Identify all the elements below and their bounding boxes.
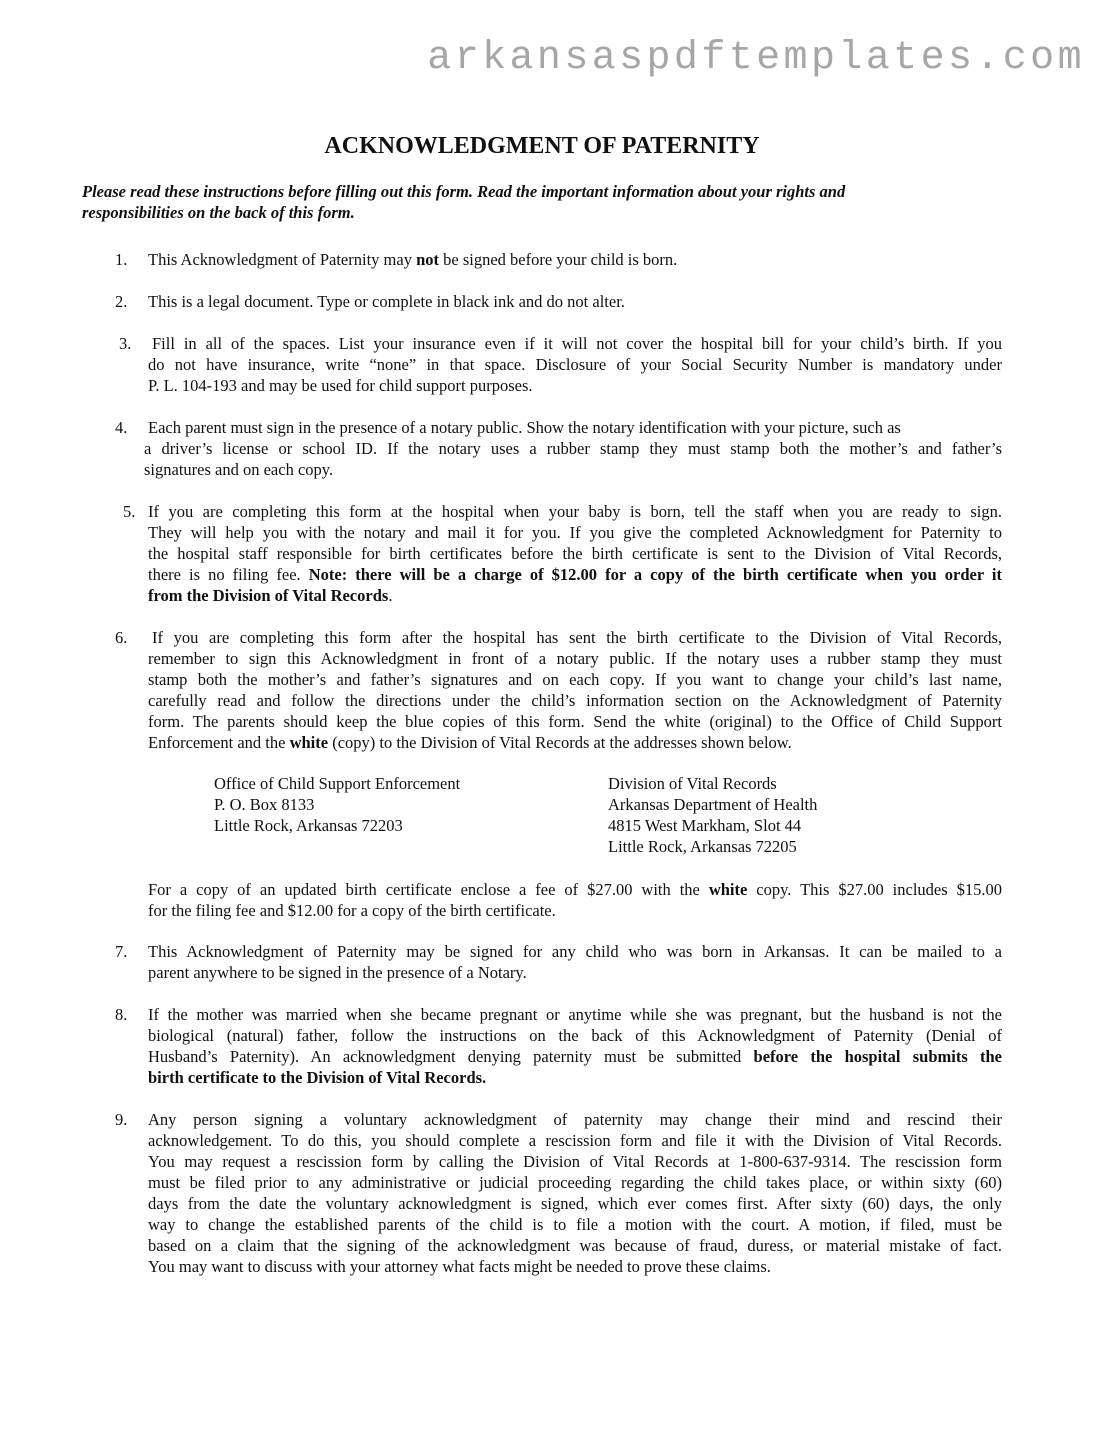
- item-text-part: Enforcement and the: [148, 733, 290, 752]
- item-line: Any person signing a voluntary acknowledgment of paternity may change their mind and rescind their: [148, 1110, 1002, 1129]
- item-text: [148, 501, 1002, 606]
- item-text: [148, 941, 1002, 983]
- item-line: [148, 732, 1002, 753]
- item-line: acknowledgement. To do this, you should complete a rescission form and file it with the Division of Vital Records.: [148, 1131, 1002, 1150]
- item-text-part: there is no filing fee.: [148, 565, 309, 584]
- item-text-part: Husband’s Paternity). An acknowledgment denying paternity must be submitted: [148, 1047, 754, 1066]
- item-line: a driver’s license or school ID. If the notary uses a rubber stamp they must stamp both the mother’s and father’s: [144, 439, 1002, 458]
- fee-note-line: [148, 879, 1002, 900]
- item-number: 1.: [115, 250, 128, 269]
- item-text-bold: white: [289, 733, 329, 752]
- address-line: Little Rock, Arkansas 72205: [608, 837, 797, 856]
- item-text: [148, 333, 1002, 396]
- intro-line-1: Please read these instructions before filling out this form. Read the important information about your rights and: [82, 182, 846, 201]
- item-line: form. The parents should keep the blue copies of this form. Send the white (original) to the Office of Child Support: [148, 712, 1002, 731]
- item-line: If the mother was married when she became pregnant or anytime while she was pregnant, but the husband is not the: [148, 1005, 1002, 1024]
- item-text-part: .: [388, 586, 393, 605]
- item-text-bold: from the Division of Vital Records: [148, 586, 389, 605]
- item-line: Each parent must sign in the presence of a notary public. Show the notary identification with your picture, such as: [148, 418, 901, 437]
- item-text-part: (copy) to the Division of Vital Records at the addresses shown below.: [328, 733, 792, 752]
- item-line: way to change the established parents of the child is to file a motion with the court. A motion, if filed, must be: [148, 1215, 1002, 1234]
- item-text-part: copy. This $27.00 includes $15.00: [747, 880, 1002, 899]
- item-number: 3.: [119, 334, 132, 353]
- item-text-bold: before the hospital submits the: [753, 1047, 1003, 1066]
- address-child-support: [214, 773, 460, 836]
- item-text: [144, 417, 1002, 480]
- item-line: biological (natural) father, follow the instructions on the back of this Acknowledgment of Paternity (Denial of: [148, 1026, 1002, 1045]
- item-number: 2.: [115, 292, 128, 311]
- item-line: carefully read and follow the directions under the child’s information section on the Acknowledgment of Paternity: [148, 691, 1002, 710]
- address-line: P. O. Box 8133: [214, 795, 315, 814]
- item-text: [148, 249, 1002, 270]
- item-text: [148, 1004, 1002, 1088]
- item-line: If you are completing this form at the hospital when your baby is born, tell the staff when you are ready to sign.: [148, 502, 1002, 521]
- item-number: 9.: [115, 1110, 128, 1129]
- item-line: [148, 564, 1002, 585]
- item-text-bold: white: [708, 880, 748, 899]
- item-line: parent anywhere to be signed in the presence of a Notary.: [148, 963, 527, 982]
- item-line: If you are completing this form after the hospital has sent the birth certificate to the Division of Vital Records,: [152, 628, 1002, 647]
- item-text-bold: not: [416, 250, 439, 269]
- intro-instructions: [82, 181, 982, 223]
- address-line: 4815 West Markham, Slot 44: [608, 816, 802, 835]
- item-text-part: For a copy of an updated birth certificate enclose a fee of $27.00 with the: [148, 880, 709, 899]
- page-title: ACKNOWLEDGMENT OF PATERNITY: [324, 133, 760, 159]
- item-line: P. L. 104-193 and may be used for child support purposes.: [148, 376, 533, 395]
- item-line: days from the date the voluntary acknowledgment is signed, which ever comes first. After sixty (60) days, the only: [148, 1194, 1002, 1213]
- item-line: the hospital staff responsible for birth certificates before the birth certificate is sent to the Division of Vital Records,: [148, 544, 1002, 563]
- item-line: They will help you with the notary and mail it for you. If you give the completed Acknowledgment for Paternity to: [148, 523, 1002, 542]
- item-number: 4.: [115, 418, 128, 437]
- item-line: Fill in all of the spaces. List your insurance even if it will not cover the hospital bill for your child’s birth. If you: [152, 334, 1002, 353]
- fee-note-line: for the filing fee and $12.00 for a copy of the birth certificate.: [148, 901, 556, 920]
- item-number: 7.: [115, 942, 128, 961]
- item-line: signatures and on each copy.: [144, 460, 334, 479]
- address-line: Office of Child Support Enforcement: [214, 774, 461, 793]
- item-line: must be filed prior to any administrative or judicial proceeding regarding the child takes place, or within sixty (60): [148, 1173, 1002, 1192]
- item-line: This Acknowledgment of Paternity may be signed for any child who was born in Arkansas. It can be mailed to a: [148, 942, 1002, 961]
- address-line: Little Rock, Arkansas 72203: [214, 816, 403, 835]
- address-line: Arkansas Department of Health: [608, 795, 818, 814]
- item-line: stamp both the mother’s and father’s signatures and on each copy. If you want to change your child’s last name,: [148, 670, 1002, 689]
- item-line: You may request a rescission form by calling the Division of Vital Records at 1-800-637-9314. The rescission form: [148, 1152, 1002, 1171]
- item-line: remember to sign this Acknowledgment in front of a notary public. If the notary uses a rubber stamp they must: [148, 649, 1002, 668]
- item-text-part: This Acknowledgment of Paternity may: [148, 250, 417, 269]
- fee-note-text: [148, 879, 1002, 921]
- item-number: 5.: [123, 502, 136, 521]
- item-line: You may want to discuss with your attorney what facts might be needed to prove these claims.: [148, 1257, 771, 1276]
- item-text-bold: Note: there will be a charge of $12.00 for a copy of the birth certificate when you order it: [308, 565, 1002, 584]
- item-line: [148, 1046, 1002, 1067]
- item-text-bold: birth certificate to the Division of Vital Records.: [148, 1068, 487, 1087]
- item-line: based on a claim that the signing of the acknowledgment was because of fraud, duress, or material mistake of fact.: [148, 1236, 1002, 1255]
- item-number: 8.: [115, 1005, 128, 1024]
- item-line: [148, 585, 1002, 606]
- item-line: do not have insurance, write “none” in that space. Disclosure of your Social Security Number is mandatory under: [148, 355, 1002, 374]
- intro-line-2: responsibilities on the back of this form.: [82, 203, 355, 222]
- item-text: [148, 1109, 1002, 1277]
- item-number: 6.: [115, 628, 128, 647]
- item-line: [148, 1067, 1002, 1088]
- watermark: arkansaspdftemplates.com: [427, 36, 1085, 81]
- item-text: This is a legal document. Type or complete in black ink and do not alter.: [148, 292, 625, 311]
- address-vital-records: [608, 773, 817, 857]
- item-text-part: be signed before your child is born.: [439, 250, 678, 269]
- item-text: [148, 627, 1002, 753]
- address-line: Division of Vital Records: [608, 774, 777, 793]
